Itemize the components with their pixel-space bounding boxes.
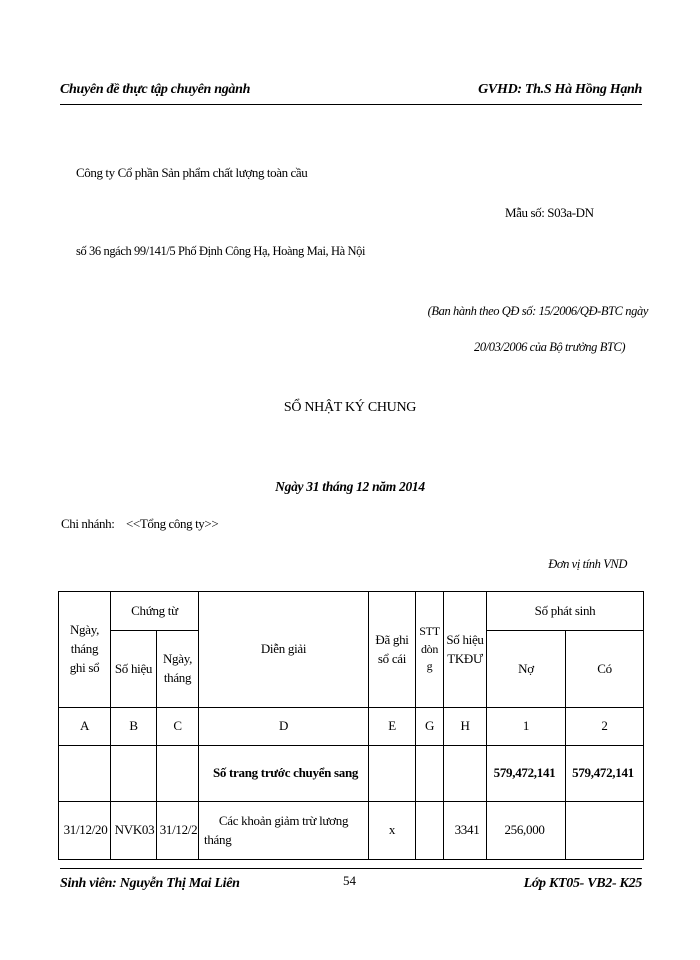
row-description: Các khoản giảm trừ lương tháng [199,802,369,860]
footer-divider [60,868,642,869]
row-account: 3341 [444,802,487,860]
empty-cell [369,746,416,802]
header-right-text: GVHD: Th.S Hà Hồng Hạnh [478,82,642,97]
header-voucher-date-line1: Ngày, [162,651,193,667]
code-cell: 1 [487,708,566,746]
header-account-cell [444,592,487,708]
header-credit: Có [566,631,644,708]
header-date-cell [59,592,111,708]
company-address: số 36 ngách 99/141/5 Phố Định Công Hạ, Hoàng Mai, Hà Nội [76,244,366,258]
row-date: 31/12/20 [59,802,111,860]
header-line-no-cell [416,592,444,708]
header-debit: Nợ [487,631,566,708]
header-voucher-date-line2: tháng [163,670,192,685]
header-date-line1: Ngày, [69,622,100,638]
header-amount: Số phát sinh [487,592,644,631]
table-row [59,802,644,860]
page-title: SỔ NHẬT KÝ CHUNG [283,400,417,415]
carry-credit: 579,472,141 [566,746,644,802]
code-cell: D [199,708,369,746]
header-voucher: Chứng từ [111,592,199,631]
header-account-line1: Số hiệu [446,631,484,647]
header-divider [60,104,642,105]
header-voucher-date-cell [157,631,199,708]
branch-value: <<Tổng công ty>> [126,516,219,531]
code-cell: A [59,708,111,746]
code-cell: C [157,708,199,746]
empty-cell [416,746,444,802]
carry-debit: 579,472,141 [487,746,566,802]
header-voucher-no: Số hiệu [111,631,157,708]
header-date-line2: tháng [70,641,99,657]
row-voucher-no: NVK03 [111,802,157,860]
row-credit [566,802,644,860]
empty-cell [444,746,487,802]
code-cell: B [111,708,157,746]
branch-label: Chi nhánh: [61,516,115,531]
header-posted-cell [369,592,416,708]
header-left-text: Chuyên đề thực tập chuyên ngành [60,82,251,97]
code-row [59,708,644,746]
company-name: Công ty Cổ phần Sản phẩm chất lượng toàn cầu [76,165,308,180]
header-line-no-1: STT [419,624,440,639]
carry-description: Số trang trước chuyển sang [199,746,369,802]
header-line-no-3: g [426,659,433,674]
footer-student: Sinh viên: Nguyễn Thị Mai Liên [60,876,240,891]
form-code: Mẫu số: S03a-DN [505,205,594,220]
header-date-line3: ghi sổ [69,659,100,675]
carry-forward-row [59,746,644,802]
header-description: Diễn giải [199,592,369,708]
empty-cell [111,746,157,802]
row-debit: 256,000 [487,802,566,860]
date-line: Ngày 31 tháng 12 năm 2014 [275,479,425,494]
form-note-line2: 20/03/2006 của Bộ trưởng BTC) [474,340,626,354]
header-posted-line1: Đã ghi [375,631,409,647]
code-cell: G [416,708,444,746]
header-posted-line2: sổ cái [377,650,407,666]
row-posted: x [369,802,416,860]
empty-cell [157,746,199,802]
code-cell: E [369,708,416,746]
journal-table [58,591,644,860]
footer-class: Lớp KT05- VB2- K25 [523,876,642,891]
empty-cell [59,746,111,802]
footer-page-number: 54 [343,873,356,888]
header-line-no-2: dòn [420,641,439,656]
form-note-line1: (Ban hành theo QĐ số: 15/2006/QĐ-BTC ngày [427,304,648,318]
code-cell: 2 [566,708,644,746]
header-account-line2: TKĐƯ [447,650,483,666]
currency-unit: Đơn vị tính VND [548,557,627,571]
row-voucher-date: 31/12/2 [157,802,199,860]
code-cell: H [444,708,487,746]
row-line-no [416,802,444,860]
